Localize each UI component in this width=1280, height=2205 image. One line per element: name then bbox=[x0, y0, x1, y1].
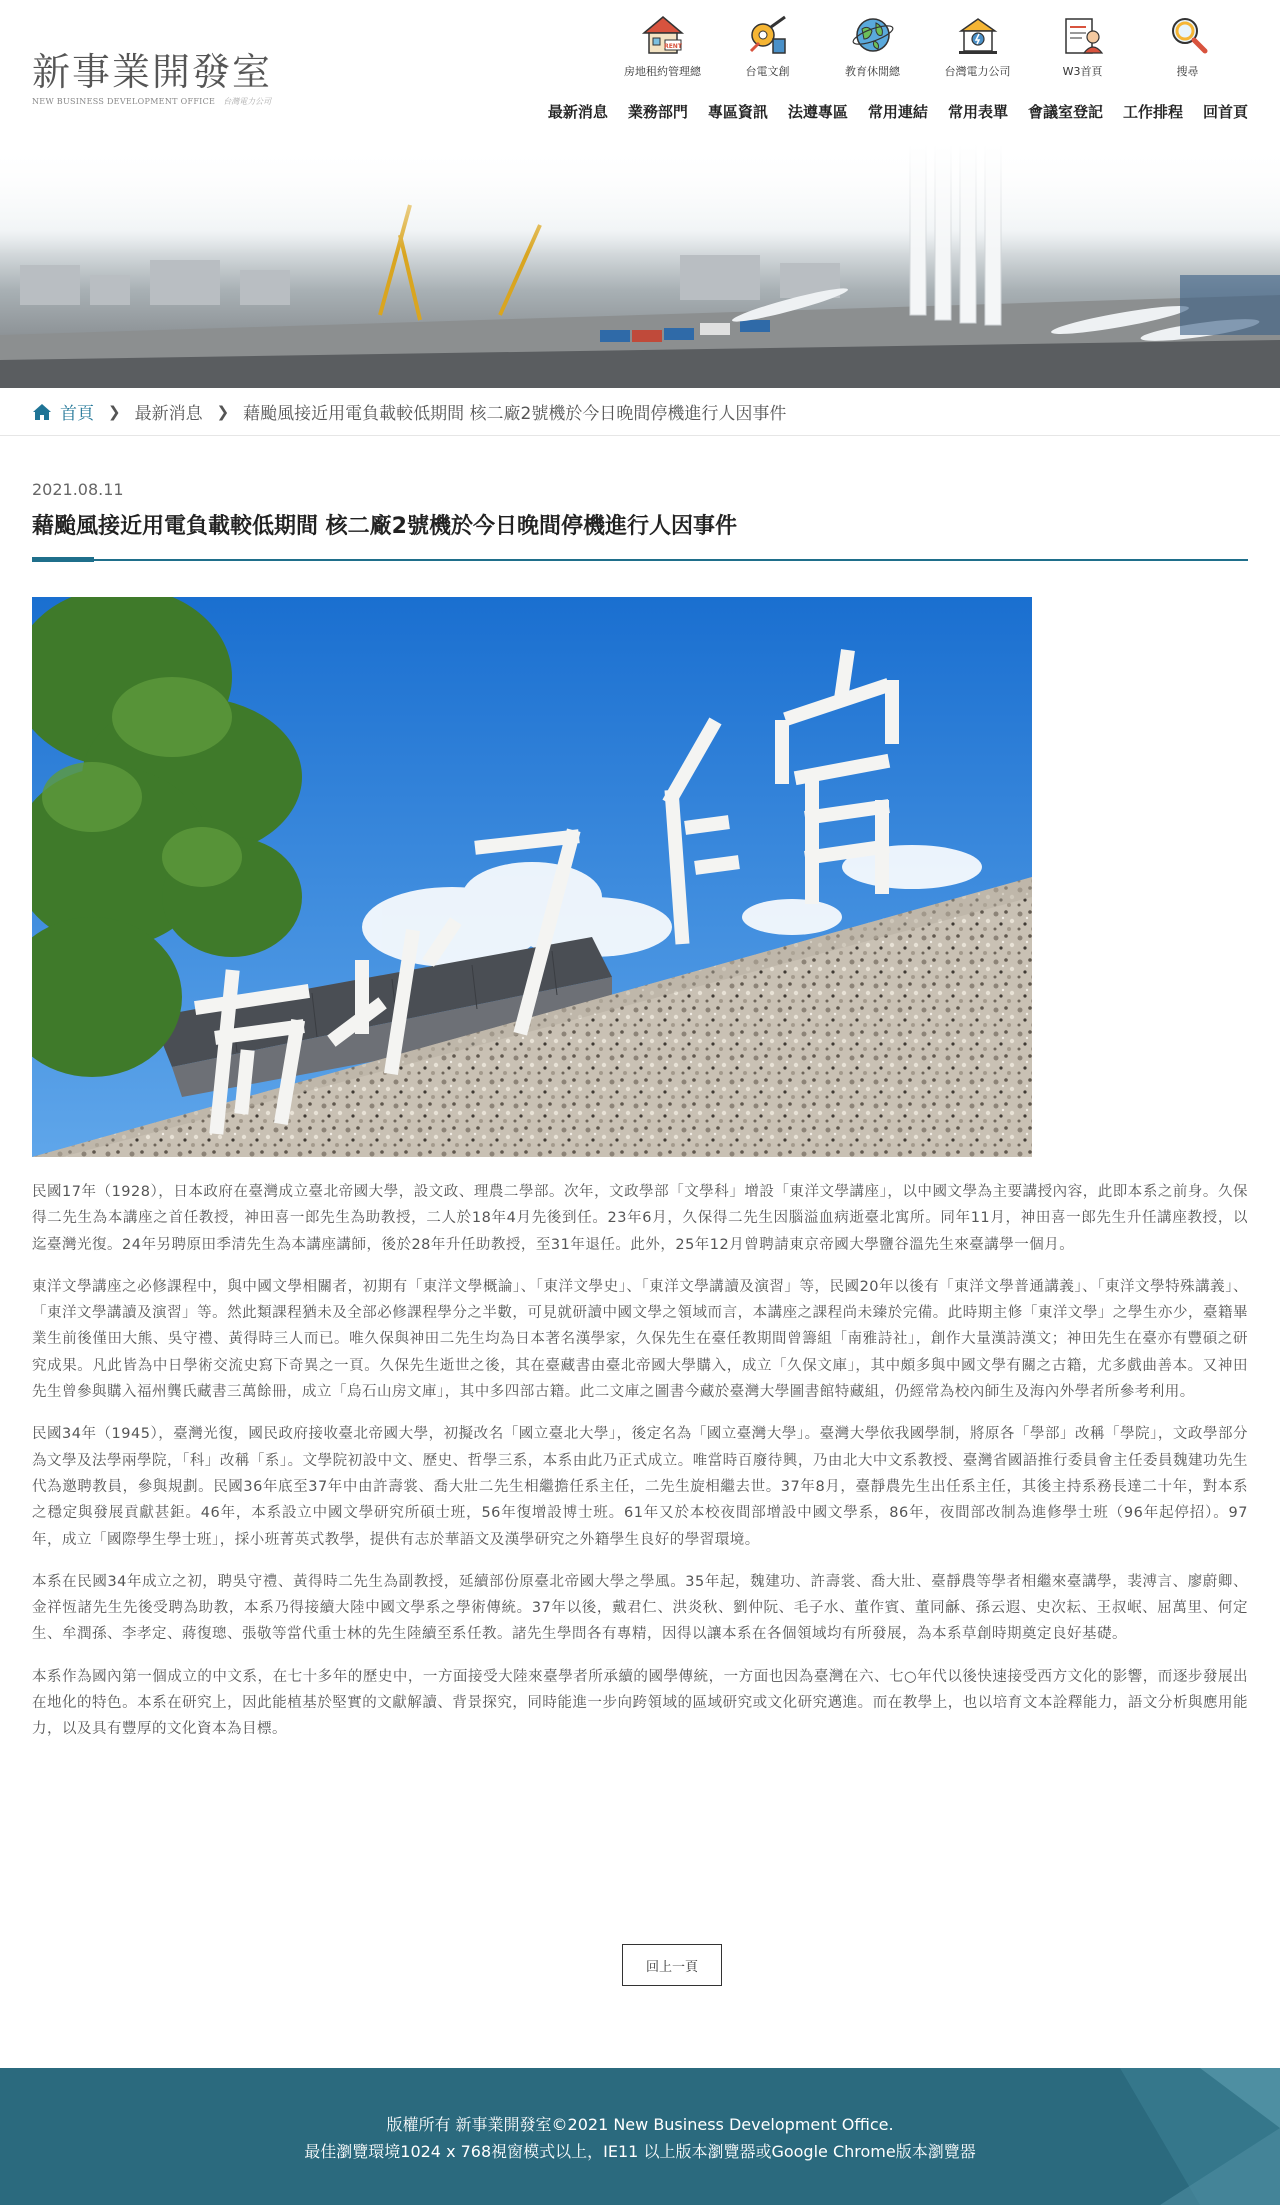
quick-link-label: 房地租約管理總 bbox=[624, 65, 701, 78]
back-button[interactable]: 回上一頁 bbox=[622, 1944, 722, 1986]
breadcrumb-section[interactable]: 最新消息 bbox=[134, 404, 203, 424]
globe-icon bbox=[849, 12, 897, 58]
site-footer bbox=[0, 2068, 1280, 2205]
article-paragraph: 民國17年（1928），日本政府在臺灣成立臺北帝國大學，設文政、理農二學部。次年，文政學部「文學科」增設「東洋文學講座」，以中國文學為主要講授內容，此即本系之前身。久保得二先生為本講座之首任教授，神田喜一郎先生為助教授，二人於18年4月先後到任。23年6月，久保得二先生因腦溢血病逝臺北寓所。同年11月，神田喜一郎先生升任講座教授，以迄臺灣光復。24年另聘原田季清先生為本講座講師，後於28年升任助教授，至31年退任。此外，25年12月曾聘請東京帝國大學鹽谷溫先生來臺講學一個月。 bbox=[32, 1184, 1248, 1253]
article-body bbox=[32, 1179, 1248, 1759]
quick-link-label: 教育休閒總 bbox=[845, 65, 900, 78]
article-paragraph: 本系在民國34年成立之初，聘吳守禮、黃得時二先生為副教授，延續部份原臺北帝國大學之學風。35年起，魏建功、許壽裳、喬大壯、臺靜農等學者相繼來臺講學，裴溥言、廖蔚卿、金祥恆諸先生先後受聘為助教，本系乃得接續大陸中國文學系之學術傳統。37年以後，戴君仁、洪炎秋、劉仲阮、毛子水、董作賓、董同龢、孫云遐、史次耘、王叔岷、屈萬里、何定生、牟潤孫、李孝定、蔣復璁、張敬等當代重士林的先生陸續至系任教。諸先生學問各有專精，因得以讓本系在各個領域均有所發展，為本系草創時期奠定良好基礎。 bbox=[32, 1573, 1248, 1643]
article-date: 2021.08.11 bbox=[32, 480, 124, 499]
logo-chinese-name: 新事業開發室 bbox=[32, 50, 273, 94]
nav-item-links[interactable]: 常用連結 bbox=[867, 103, 928, 121]
quick-links bbox=[610, 12, 1240, 84]
footer-copyright: 版權所有 新事業開發室©2021 New Business Development Office. bbox=[386, 2115, 894, 2134]
quick-link-label: 台電文創 bbox=[745, 65, 790, 78]
search-icon bbox=[1164, 12, 1212, 58]
site-logo[interactable] bbox=[32, 50, 272, 120]
breadcrumb-current: 藉颱風接近用電負載較低期間 核二廠2號機於今日晚間停機進行人因事件 bbox=[243, 404, 787, 424]
footer-browser-note: 最佳瀏覽環境1024 x 768視窗模式以上，IE11 以上版本瀏覽器或Google Chrome版本瀏覽器 bbox=[304, 2142, 976, 2161]
article-paragraph: 民國34年（1945），臺灣光復，國民政府接收臺北帝國大學，初擬改名「國立臺北大學」，後定名為「國立臺灣大學」。臺灣大學依我國學制，將原各「學部」改稱「學院」，文政學部分為文學及法學兩學院，「科」改稱「系」。文學院初設中文、歷史、哲學三系，本系由此乃正式成立。唯當時百廢待興，乃由北大中文系教授、臺灣省國語推行委員會主任委員魏建功先生代為邀聘教員，參與規劃。民國36年底至37年中由許壽裳、喬大壯二先生相繼擔任系主任，二先生旋相繼去世。37年8月，臺靜農先生出任系主任，其後主持系務長達二十年，對本系之穩定與發展貢獻甚鉅。46年，本系設立中國文學研究所碩士班，56年復增設博士班。61年又於本校夜間部增設中國文學系，86年，夜間部改制為進修學士班（96年起停招）。97年，成立「國際學生學士班」，採小班菁英式教學，提供有志於華語文及漢學研究之外籍學生良好的學習環境。 bbox=[32, 1426, 1248, 1548]
quick-link-label: 台灣電力公司 bbox=[944, 65, 1011, 78]
chevron-right-icon: ❯ bbox=[108, 402, 121, 421]
svg-text:RENT: RENT bbox=[663, 43, 682, 50]
quick-link-search[interactable] bbox=[1135, 12, 1240, 84]
breadcrumb-home[interactable] bbox=[32, 399, 94, 424]
nav-item-home[interactable]: 回首頁 bbox=[1202, 103, 1248, 121]
footer-decoration bbox=[1000, 2068, 1280, 2205]
nav-item-forms[interactable]: 常用表單 bbox=[947, 103, 1008, 121]
tools-icon bbox=[744, 12, 792, 58]
article-title: 藉颱風接近用電負載較低期間 核二廠2號機於今日晚間停機進行人因事件 bbox=[32, 514, 737, 539]
site-header bbox=[0, 0, 1280, 145]
power-company-icon bbox=[954, 12, 1002, 58]
quick-link-education[interactable] bbox=[820, 12, 925, 84]
title-divider bbox=[32, 557, 1248, 561]
article-paragraph: 東洋文學講座之必修課程中，與中國文學相關者，初期有「東洋文學概論」、「東洋文學史」、「東洋文學講讀及演習」等，民國20年以後有「東洋文學普通講義」、「東洋文學特殊講義」、「東洋文學講讀及演習」等。然此類課程猶未及全部必修課程學分之半數，可見就研讀中國文學之領域而言，本講座之課程尚未臻於完備。此時期主修「東洋文學」之學生亦少，臺籍畢業生前後僅田大熊、吳守禮、黃得時三人而已。唯久保與神田二先生均為日本著名漢學家，久保先生在臺任教期間曾籌組「南雅詩社」，創作大量漢詩漢文；神田先生在臺亦有豐碩之研究成果。凡此皆為中日學術交流史寫下奇異之一頁。久保先生逝世之後，其在臺藏書由臺北帝國大學購入，成立「久保文庫」，其中頗多與中國文學有關之古籍，尤多戲曲善本。又神田先生曾參與購入福州龔氏藏書三萬餘冊，成立「烏石山房文庫」，其中多四部古籍。此二文庫之圖書今藏於臺灣大學圖書館特藏組，仍經常為校內師生及海內外學者所參考利用。 bbox=[32, 1278, 1248, 1401]
logo-english-name: NEW BUSINESS DEVELOPMENT OFFICE bbox=[32, 97, 216, 106]
nav-item-info[interactable]: 專區資訊 bbox=[707, 103, 768, 121]
quick-link-w3[interactable] bbox=[1030, 12, 1135, 84]
article bbox=[32, 480, 1248, 1975]
quick-link-lease[interactable] bbox=[610, 12, 715, 84]
document-person-icon bbox=[1059, 12, 1107, 58]
article-paragraph: 本系作為國內第一個成立的中文系，在七十多年的歷史中，一方面接受大陸來臺學者所承續的國學傳統，一方面也因為臺灣在六、七○年代以後快速接受西方文化的影響，而逐步發展出在地化的特色。本系在研究上，因此能植基於堅實的文獻解讀、背景探究，同時能進一步向跨領域的區域研究或文化研究邁進。而在教學上，也以培育文本詮釋能力，語文分析與應用能力，以及具有豐厚的文化資本為目標。 bbox=[32, 1668, 1248, 1738]
nav-item-compliance[interactable]: 法遵專區 bbox=[787, 103, 848, 121]
main-nav bbox=[528, 101, 1248, 122]
article-photo bbox=[32, 597, 1032, 1157]
nav-item-meeting-room[interactable]: 會議室登記 bbox=[1027, 103, 1103, 121]
chevron-right-icon: ❯ bbox=[216, 402, 230, 421]
nav-item-news[interactable]: 最新消息 bbox=[547, 103, 608, 121]
breadcrumb bbox=[0, 388, 1280, 436]
quick-link-label: W3首頁 bbox=[1062, 65, 1103, 78]
nav-item-schedule[interactable]: 工作排程 bbox=[1122, 103, 1183, 121]
quick-link-taipower[interactable] bbox=[925, 12, 1030, 84]
logo-signature: 台灣電力公司 bbox=[223, 97, 272, 106]
home-icon bbox=[32, 403, 52, 421]
banner-image bbox=[0, 145, 1280, 388]
quick-link-label: 搜尋 bbox=[1176, 65, 1199, 78]
nav-item-departments[interactable]: 業務部門 bbox=[627, 103, 688, 121]
breadcrumb-home-label: 首頁 bbox=[60, 404, 94, 424]
quick-link-cultural[interactable] bbox=[715, 12, 820, 84]
house-icon bbox=[639, 12, 687, 58]
